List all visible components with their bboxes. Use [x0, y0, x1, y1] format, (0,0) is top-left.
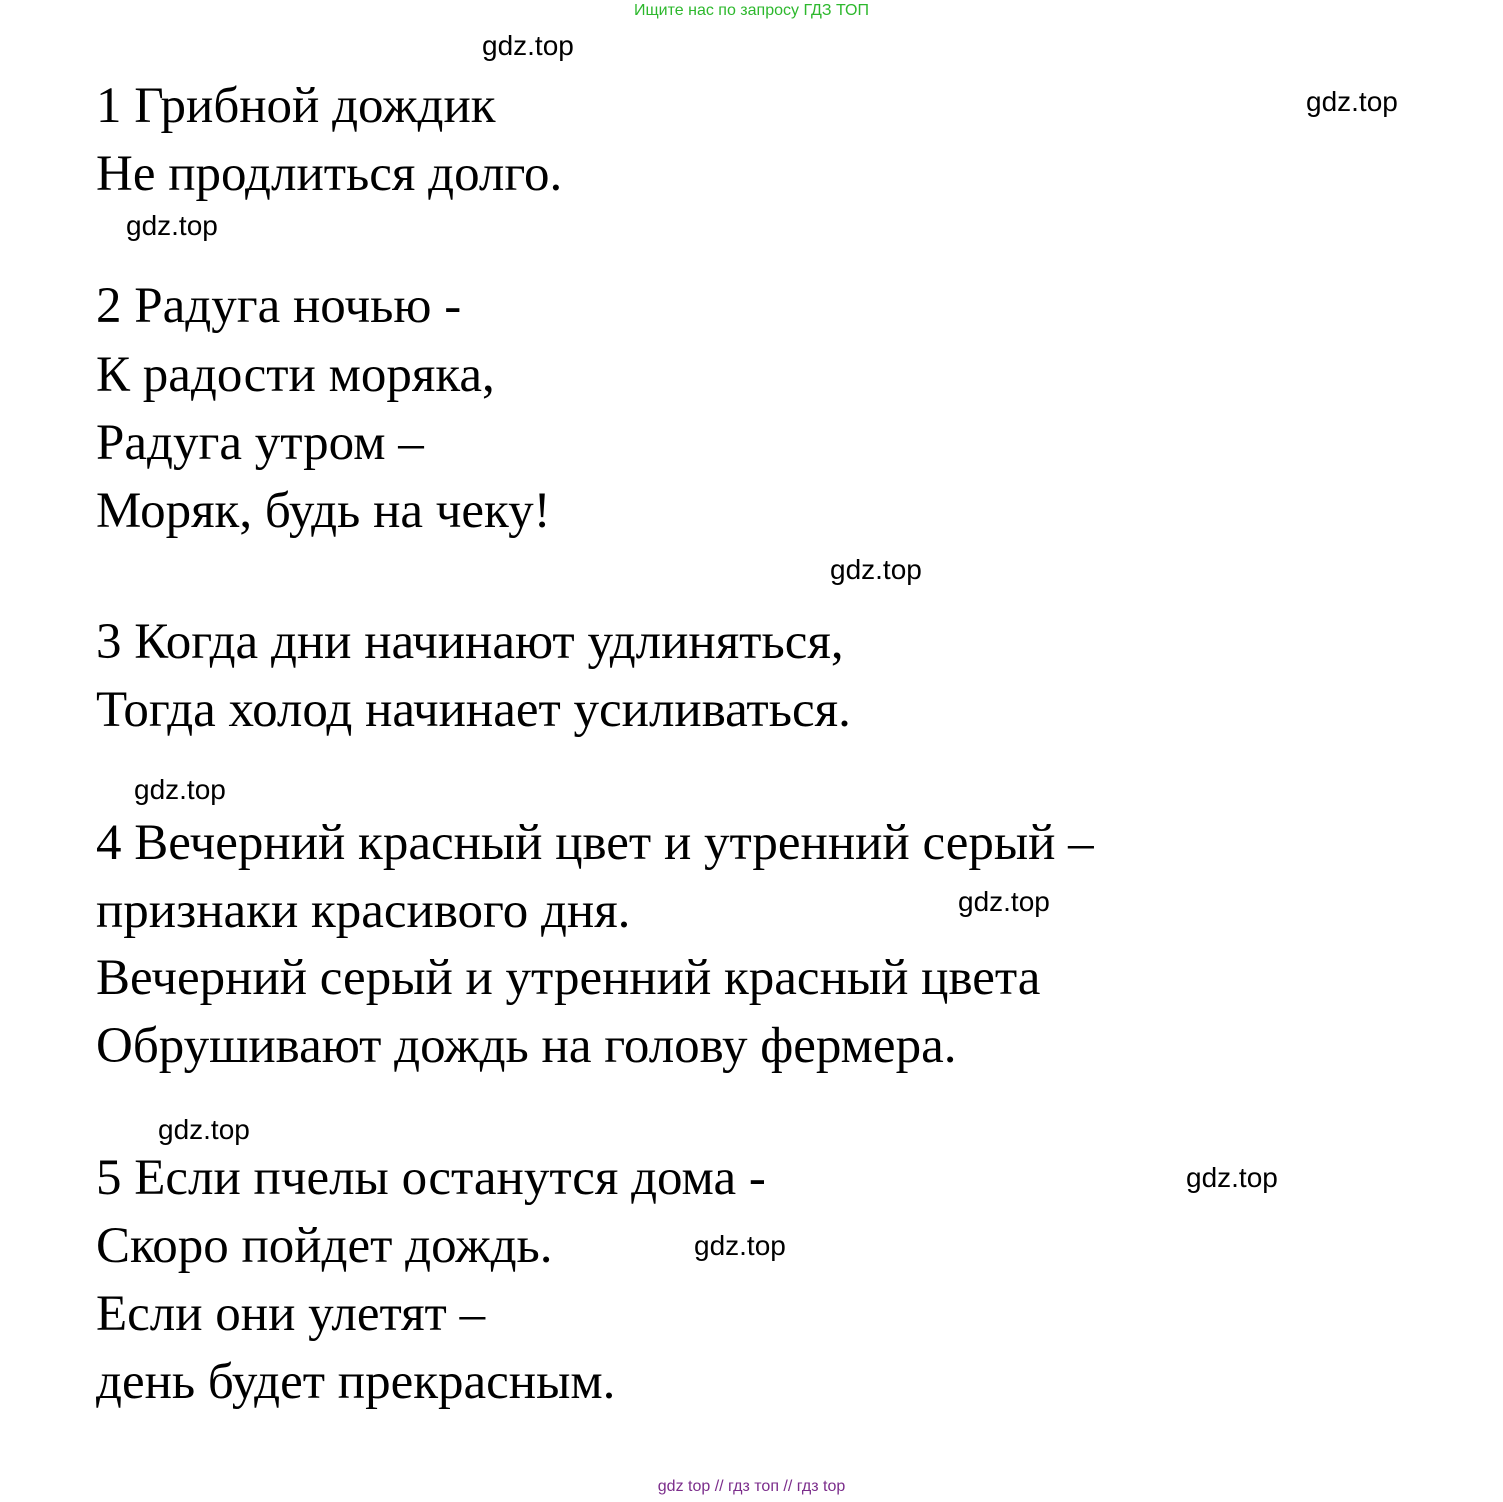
- watermark: gdz.top: [958, 886, 1050, 917]
- proverb-3-line-2: Тогда холод начинает усиливаться.: [96, 682, 851, 738]
- watermark: gdz.top: [126, 210, 218, 241]
- watermark: gdz.top: [158, 1114, 250, 1145]
- proverb-2-line-1: 2 Радуга ночью -: [96, 278, 462, 334]
- watermark: gdz.top: [134, 774, 226, 805]
- proverb-4-line-3: Вечерний серый и утренний красный цвета: [96, 950, 1041, 1006]
- watermark: gdz.top: [694, 1230, 786, 1261]
- proverb-2-line-4: Моряк, будь на чеку!: [96, 483, 551, 539]
- proverb-2-line-2: К радости моряка,: [96, 347, 495, 403]
- proverb-1-line-2: Не продлиться долго.: [96, 146, 563, 202]
- proverb-5-line-2: Скоро пойдет дождь.: [96, 1218, 553, 1274]
- proverb-3-line-1: 3 Когда дни начинают удлиняться,: [96, 614, 844, 670]
- proverb-4-line-2: признаки красивого дня.: [96, 883, 631, 939]
- watermark: gdz.top: [830, 554, 922, 585]
- watermark: gdz.top: [1186, 1162, 1278, 1193]
- proverb-5-line-1: 5 Если пчелы останутся дома -: [96, 1150, 766, 1206]
- proverb-2-line-3: Радуга утром –: [96, 415, 424, 471]
- proverb-5-line-3: Если они улетят –: [96, 1286, 486, 1342]
- watermark: gdz.top: [1306, 86, 1398, 117]
- watermark: gdz.top: [482, 30, 574, 61]
- footer-links: gdz top // гдз топ // гдз top: [657, 1478, 846, 1495]
- proverb-1-line-1: 1 Грибной дождик: [96, 78, 496, 134]
- proverb-4-line-4: Обрушивают дождь на голову фермера.: [96, 1018, 957, 1074]
- top-banner: Ищите нас по запросу ГДЗ ТОП: [634, 2, 869, 19]
- proverb-4-line-1: 4 Вечерний красный цвет и утренний серый –: [96, 815, 1094, 871]
- proverb-5-line-4: день будет прекрасным.: [96, 1354, 616, 1410]
